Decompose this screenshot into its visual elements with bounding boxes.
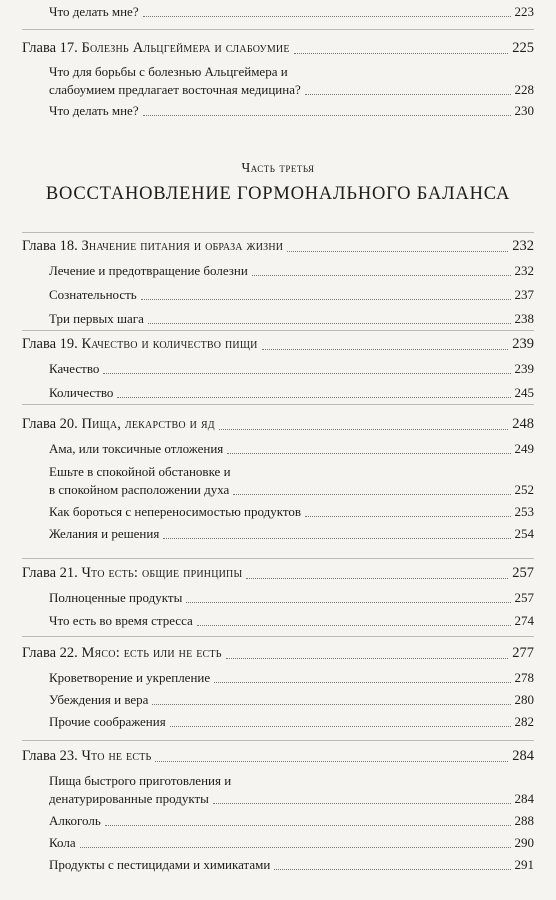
chapter-heading xyxy=(22,334,534,354)
entry-page: 239 xyxy=(514,361,534,376)
chapter-20 xyxy=(22,414,534,543)
leader-dots xyxy=(233,493,510,495)
leader-dots xyxy=(155,760,508,762)
entry-page: 238 xyxy=(514,311,534,326)
entry-title: Ешьте в спокойной обстановке и xyxy=(49,464,231,479)
toc-entry xyxy=(22,440,534,458)
divider xyxy=(22,29,534,30)
entry-title: Сознательность xyxy=(49,287,137,302)
toc-entry xyxy=(22,856,534,874)
entry-title: Лечение и предотвращение болезни xyxy=(49,263,248,278)
chapter-page: 277 xyxy=(512,645,534,661)
leader-dots xyxy=(170,725,511,727)
leader-dots xyxy=(143,15,511,17)
entry-page: 249 xyxy=(514,441,534,456)
toc-entry xyxy=(22,812,534,830)
toc-entry xyxy=(22,286,534,304)
chapter-title: Болезнь Альцгеймера и слабоумие xyxy=(81,40,290,56)
leader-dots xyxy=(152,703,510,705)
leader-dots xyxy=(246,577,508,579)
entry-title: Как бороться с непереносимостью продуктов xyxy=(49,504,302,519)
chapter-page: 257 xyxy=(512,565,534,581)
leader-dots xyxy=(294,52,509,54)
chapter-number: Глава 20. xyxy=(22,416,78,432)
entry-title: Что делать мне? xyxy=(49,4,139,19)
entry-title: Полноценные продукты xyxy=(49,590,183,605)
chapter-heading xyxy=(22,746,534,766)
entry-title: Желания и решения xyxy=(49,526,160,541)
chapter-21 xyxy=(22,563,534,630)
toc-entry xyxy=(22,310,534,328)
entry-page: 274 xyxy=(514,613,534,628)
leader-dots xyxy=(274,868,510,870)
leader-dots xyxy=(80,846,511,848)
chapter-page: 225 xyxy=(512,40,534,56)
toc-entry xyxy=(22,463,534,499)
chapter-number: Глава 17. xyxy=(22,40,78,56)
chapter-18 xyxy=(22,236,534,328)
entry-title: Алкоголь xyxy=(49,813,101,828)
leader-dots xyxy=(197,624,511,626)
leader-dots xyxy=(148,322,511,324)
divider xyxy=(22,636,534,637)
entry-title-line2: в спокойном расположении духа xyxy=(49,482,230,497)
entry-title: Что для борьбы с болезнью Альцгеймера и xyxy=(49,64,288,79)
entry-page: 257 xyxy=(514,590,534,605)
chapter-number: Глава 19. xyxy=(22,336,78,352)
entry-page: 228 xyxy=(514,82,534,97)
entry-page: 254 xyxy=(514,526,534,541)
chapter-title: Значение питания и образа жизни xyxy=(81,238,284,254)
entry-title: Продукты с пестицидами и химикатами xyxy=(49,857,271,872)
entry-page: 237 xyxy=(514,287,534,302)
chapter-page: 239 xyxy=(512,336,534,352)
chapter-19 xyxy=(22,334,534,402)
toc-entry xyxy=(22,612,534,630)
leader-dots xyxy=(226,657,509,659)
leader-dots xyxy=(141,298,511,300)
leader-dots xyxy=(287,250,508,252)
leader-dots xyxy=(117,396,510,398)
entry-title: Качество xyxy=(49,361,100,376)
chapter-heading xyxy=(22,414,534,434)
chapter-page: 232 xyxy=(512,238,534,254)
chapter-title: Мясо: есть или не есть xyxy=(81,645,222,661)
leader-dots xyxy=(227,452,510,454)
entry-page: 232 xyxy=(514,263,534,278)
toc-entry xyxy=(22,384,534,402)
entry-title: Убеждения и вера xyxy=(49,692,149,707)
leader-dots xyxy=(214,681,510,683)
chapter-title: Качество и количество пищи xyxy=(81,336,258,352)
toc-entry xyxy=(22,713,534,731)
chapter-number: Глава 21. xyxy=(22,565,78,581)
divider xyxy=(22,558,534,559)
entry-title-line2: денатурированные продукты xyxy=(49,791,209,806)
entry-page: 230 xyxy=(514,103,534,118)
toc-entry xyxy=(22,102,534,120)
leader-dots xyxy=(163,537,510,539)
toc-entry xyxy=(22,669,534,687)
leader-dots xyxy=(305,515,510,517)
entry-page: 252 xyxy=(514,482,534,497)
chapter-number: Глава 23. xyxy=(22,748,78,764)
leader-dots xyxy=(252,274,511,276)
entry-page: 291 xyxy=(514,857,534,872)
chapter-heading xyxy=(22,563,534,583)
entry-page: 280 xyxy=(514,692,534,707)
chapter-page: 284 xyxy=(512,748,534,764)
chapter-heading xyxy=(22,643,534,663)
toc-entry xyxy=(22,589,534,607)
entry-title: Что делать мне? xyxy=(49,103,139,118)
part-label: Часть третья xyxy=(241,160,315,175)
leader-dots xyxy=(262,348,509,350)
toc-entry xyxy=(22,63,534,99)
entry-page: 284 xyxy=(514,791,534,806)
chapter-17 xyxy=(22,38,534,120)
toc-entry xyxy=(22,691,534,709)
divider xyxy=(22,740,534,741)
entry-page: 278 xyxy=(514,670,534,685)
toc-entry xyxy=(22,3,534,21)
entry-page: 282 xyxy=(514,714,534,729)
entry-page: 223 xyxy=(514,4,534,19)
leader-dots xyxy=(186,601,510,603)
divider xyxy=(22,404,534,405)
leader-dots xyxy=(305,93,511,95)
toc-entry xyxy=(22,262,534,280)
entry-title: Пища быстрого приготовления и xyxy=(49,773,232,788)
entry-title: Прочие соображения xyxy=(49,714,166,729)
chapter-heading xyxy=(22,236,534,256)
chapter-number: Глава 22. xyxy=(22,645,78,661)
entry-title: Ама, или токсичные отложения xyxy=(49,441,224,456)
chapter-heading xyxy=(22,38,534,58)
entry-title: Что есть во время стресса xyxy=(49,613,193,628)
entry-page: 290 xyxy=(514,835,534,850)
toc-entry xyxy=(22,525,534,543)
entry-title: Количество xyxy=(49,385,114,400)
entry-title-line2: слабоумием предлагает восточная медицина? xyxy=(49,82,301,97)
chapter-title: Пища, лекарство и яд xyxy=(81,416,215,432)
chapter-22 xyxy=(22,643,534,731)
entry-title: Кола xyxy=(49,835,76,850)
leader-dots xyxy=(219,428,508,430)
entry-page: 288 xyxy=(514,813,534,828)
toc-entry xyxy=(22,503,534,521)
leader-dots xyxy=(213,802,511,804)
part-title: ВОССТАНОВЛЕНИЕ ГОРМОНАЛЬНОГО БАЛАНСА xyxy=(45,184,511,204)
toc-entry xyxy=(22,772,534,808)
chapter-23 xyxy=(22,746,534,874)
entry-page: 253 xyxy=(514,504,534,519)
toc-entry xyxy=(22,360,534,378)
entry-page: 245 xyxy=(514,385,534,400)
divider xyxy=(22,232,534,233)
chapter-title: Что не есть xyxy=(81,748,152,764)
chapter-page: 248 xyxy=(512,416,534,432)
leader-dots xyxy=(143,114,511,116)
leader-dots xyxy=(103,372,510,374)
chapter-number: Глава 18. xyxy=(22,238,78,254)
toc-entry xyxy=(22,834,534,852)
entry-title: Кроветворение и укрепление xyxy=(49,670,211,685)
divider xyxy=(22,330,534,331)
entry-title: Три первых шага xyxy=(49,311,144,326)
chapter-title: Что есть: общие принципы xyxy=(81,565,243,581)
leader-dots xyxy=(105,824,511,826)
